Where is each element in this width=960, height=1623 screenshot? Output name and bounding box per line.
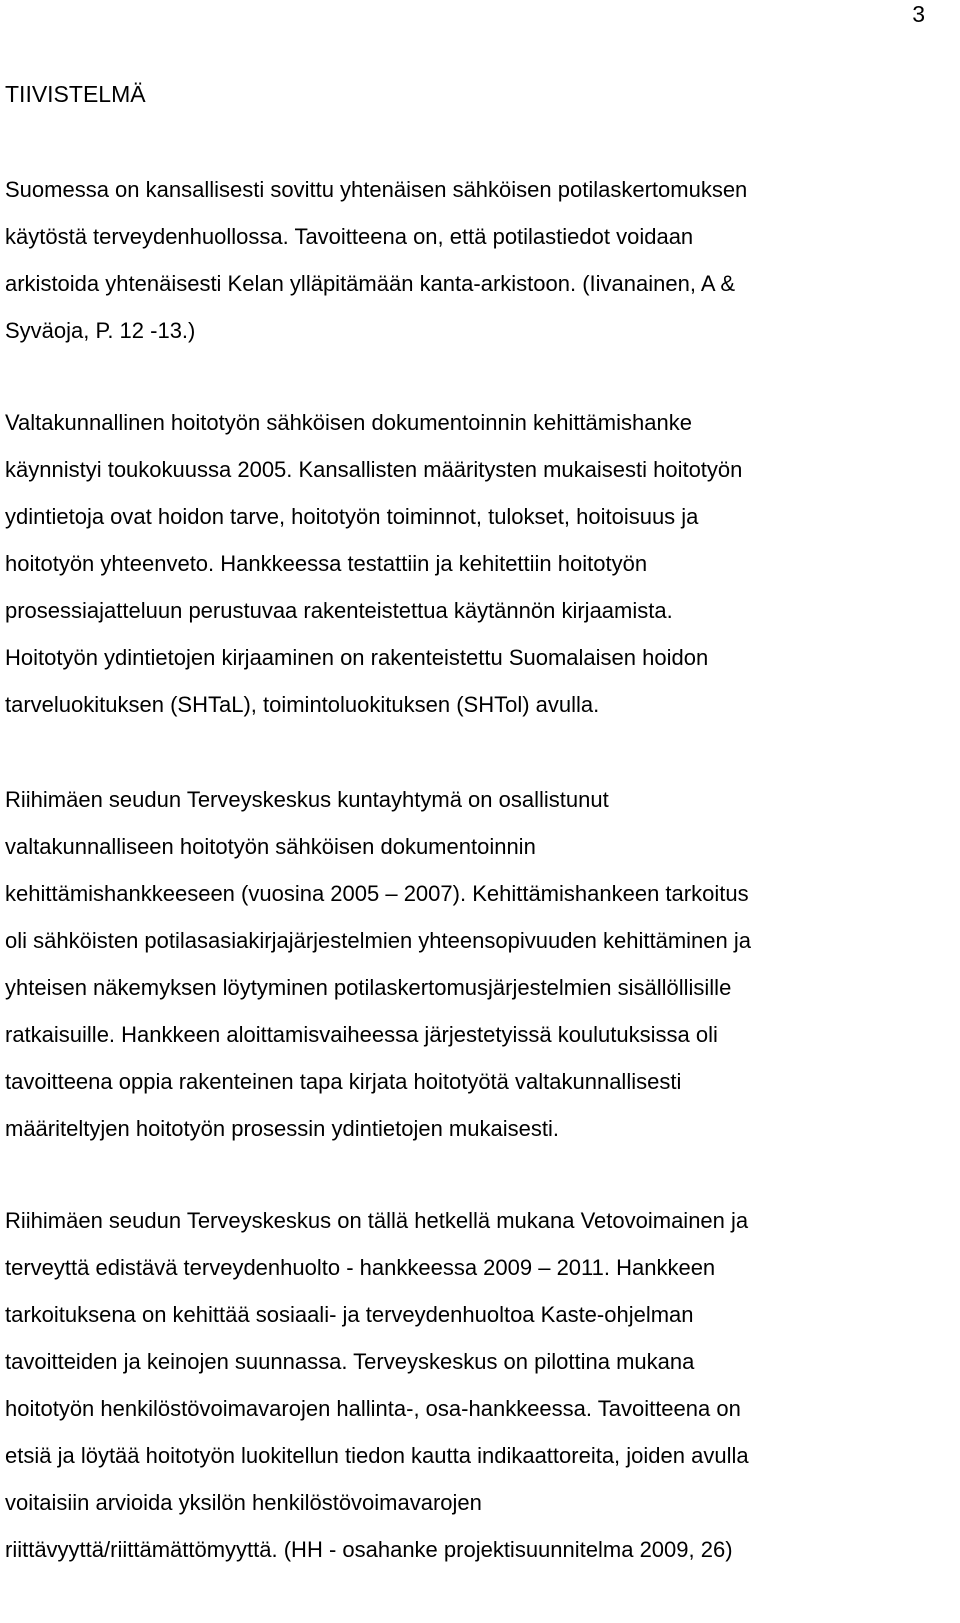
text-line: Riihimäen seudun Terveyskeskus on tällä hetkellä mukana Vetovoimainen ja xyxy=(5,1208,749,1233)
text-line: arkistoida yhtenäisesti Kelan ylläpitämään kanta-arkistoon. (Iivanainen, A & xyxy=(5,271,736,296)
page-number: 3 xyxy=(912,1,925,27)
text-line: Valtakunnallinen hoitotyön sähköisen dokumentoinnin kehittämishanke xyxy=(5,410,692,435)
text-line: ratkaisuille. Hankkeen aloittamisvaiheessa järjestetyissä koulutuksissa oli xyxy=(5,1022,718,1047)
text-line: käynnistyi toukokuussa 2005. Kansallisten määritysten mukaisesti hoitotyön xyxy=(5,457,743,482)
text-line: tavoitteiden ja keinojen suunnassa. Terveyskeskus on pilottina mukana xyxy=(5,1349,695,1374)
page-title: TIIVISTELMÄ xyxy=(5,81,146,107)
text-line: kehittämishankkeeseen (vuosina 2005 – 2007). Kehittämishankeen tarkoitus xyxy=(5,881,749,906)
text-line: Syväoja, P. 12 -13.) xyxy=(5,318,196,343)
text-line: valtakunnalliseen hoitotyön sähköisen dokumentoinnin xyxy=(5,834,536,859)
text-line: oli sähköisten potilasasiakirjajärjestelmien yhteensopivuuden kehittäminen ja xyxy=(5,928,751,953)
paragraph-3 xyxy=(5,776,751,1152)
paragraph-1 xyxy=(5,166,747,354)
text-line: hoitotyön henkilöstövoimavarojen hallinta-, osa-hankkeessa. Tavoitteena on xyxy=(5,1396,741,1421)
text-line: Suomessa on kansallisesti sovittu yhtenäisen sähköisen potilaskertomuksen xyxy=(5,177,748,202)
text-line: tarveluokituksen (SHTaL), toimintoluokituksen (SHTol) avulla. xyxy=(5,692,600,717)
text-line: etsiä ja löytää hoitotyön luokitellun tiedon kautta indikaattoreita, joiden avulla xyxy=(5,1443,749,1468)
text-line: terveyttä edistävä terveydenhuolto - hankkeessa 2009 – 2011. Hankkeen xyxy=(5,1255,716,1280)
text-line: voitaisiin arvioida yksilön henkilöstövoimavarojen xyxy=(5,1490,482,1515)
text-line: tavoitteena oppia rakenteinen tapa kirjata hoitotyötä valtakunnallisesti xyxy=(5,1069,682,1094)
paragraph-4 xyxy=(5,1197,749,1573)
text-line: riittävyyttä/riittämättömyyttä. (HH - osahanke projektisuunnitelma 2009, 26) xyxy=(5,1537,733,1562)
text-line: Riihimäen seudun Terveyskeskus kuntayhtymä on osallistunut xyxy=(5,787,609,812)
text-line: yhteisen näkemyksen löytyminen potilaskertomusjärjestelmien sisällöllisille xyxy=(5,975,732,1000)
text-line: ydintietoja ovat hoidon tarve, hoitotyön toiminnot, tulokset, hoitoisuus ja xyxy=(5,504,699,529)
text-line: hoitotyön yhteenveto. Hankkeessa testattiin ja kehitettiin hoitotyön xyxy=(5,551,648,576)
text-line: Hoitotyön ydintietojen kirjaaminen on rakenteistettu Suomalaisen hoidon xyxy=(5,645,709,670)
text-line: määriteltyjen hoitotyön prosessin ydintietojen mukaisesti. xyxy=(5,1116,559,1141)
paragraph-2 xyxy=(5,399,742,728)
text-line: prosessiajatteluun perustuvaa rakenteistettua käytännön kirjaamista. xyxy=(5,598,673,623)
text-line: käytöstä terveydenhuollossa. Tavoitteena on, että potilastiedot voidaan xyxy=(5,224,694,249)
text-line: tarkoituksena on kehittää sosiaali- ja terveydenhuoltoa Kaste-ohjelman xyxy=(5,1302,694,1327)
